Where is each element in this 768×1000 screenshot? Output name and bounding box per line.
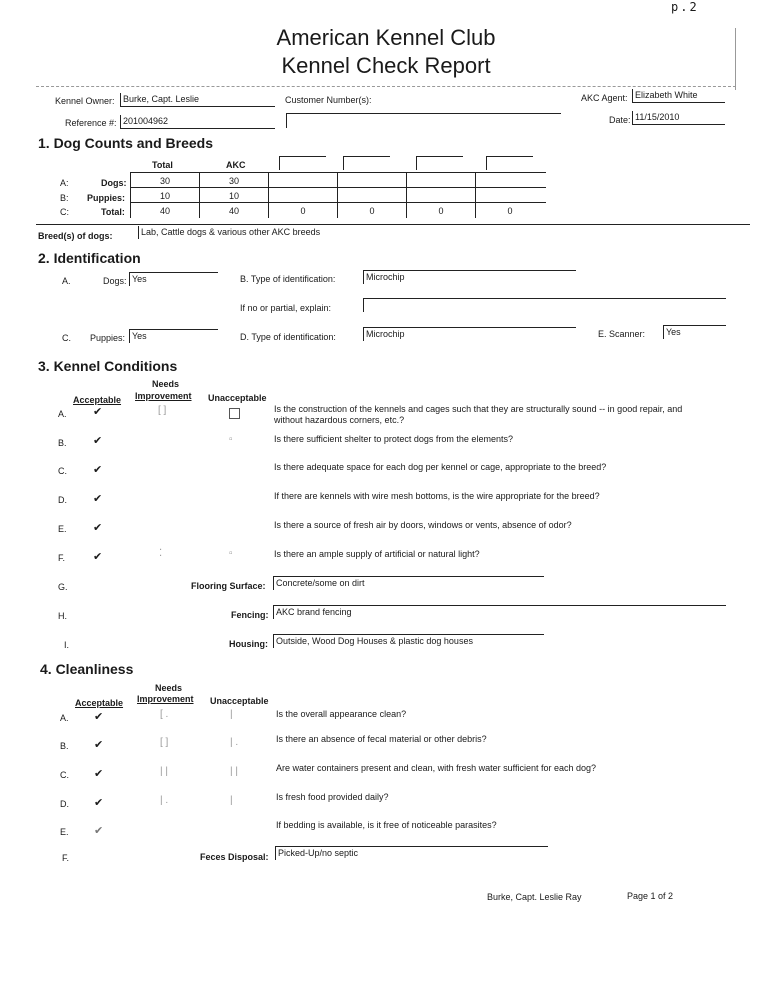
s3-h-letter: H. (58, 611, 67, 621)
id-a-letter: A. (62, 276, 71, 286)
s3-col-improvement: Improvement (135, 391, 192, 401)
flooring-field[interactable]: Concrete/some on dirt (273, 576, 544, 590)
section-1-title: 1. Dog Counts and Breeds (38, 135, 214, 151)
s4-row-letter: E. (60, 827, 69, 837)
unacceptable-box[interactable] (229, 408, 240, 419)
s3-question-cont: without hazardous corners, etc.? (274, 415, 405, 425)
s4-col-improvement: Improvement (137, 694, 194, 704)
acceptable-check[interactable]: ✔ (93, 551, 103, 563)
needs-improvement-box[interactable]: | | (160, 766, 168, 777)
s3-question: Is there a source of fresh air by doors, windows or vents, absence of odor? (274, 520, 572, 530)
kennel-owner-label: Kennel Owner: (55, 96, 115, 106)
id-b-type-field[interactable]: Microchip (363, 270, 576, 284)
row-a-letter: A: (60, 178, 69, 188)
kennel-owner-field[interactable]: Burke, Capt. Leslie (120, 93, 275, 107)
s3-row-letter: E. (58, 524, 67, 534)
unacceptable-box[interactable]: ▫ (229, 434, 233, 445)
akc-agent-label: AKC Agent: (581, 93, 628, 103)
unacceptable-box[interactable]: | (230, 795, 233, 806)
needs-improvement-box[interactable]: [ ] (158, 405, 167, 416)
acceptable-check[interactable]: ✔ (94, 797, 104, 809)
acceptable-check[interactable]: ✔ (93, 464, 103, 476)
s4-question: Is the overall appearance clean? (276, 709, 407, 719)
needs-improvement-box[interactable]: | . (160, 795, 169, 806)
s3-col-acceptable: Acceptable (73, 395, 122, 405)
s4-col-needs: Needs (155, 683, 183, 693)
section-3-title: 3. Kennel Conditions (38, 358, 178, 374)
s4-col-acceptable: Acceptable (75, 698, 124, 708)
breeds-rule (36, 224, 750, 225)
id-puppies-field[interactable]: Yes (129, 329, 218, 343)
row-c-col6[interactable]: 0 (507, 206, 513, 216)
id-scanner-label: E. Scanner: (598, 329, 646, 339)
col-total-header: Total (152, 160, 173, 170)
s4-row-letter: A. (60, 713, 69, 723)
s3-question: Is there an ample supply of artificial or natural light? (274, 549, 480, 559)
acceptable-check[interactable]: ✔ (94, 768, 104, 780)
needs-improvement-box[interactable]: ⁚ (159, 548, 163, 559)
title-line-1: American Kennel Club (276, 25, 496, 50)
row-c-col3[interactable]: 0 (300, 206, 306, 216)
unacceptable-box[interactable]: | (230, 709, 233, 720)
s3-row-letter: A. (58, 409, 67, 419)
s3-g-letter: G. (58, 582, 68, 592)
acceptable-check[interactable]: ✔ (93, 522, 103, 534)
feces-disposal-label: Feces Disposal: (200, 852, 269, 862)
s3-row-letter: D. (58, 495, 67, 505)
row-c-label: Total: (101, 207, 125, 217)
page-mark: p.2 (671, 0, 699, 14)
title-line-2: Kennel Check Report (281, 53, 491, 78)
s3-i-letter: I. (64, 640, 70, 650)
customer-numbers-field[interactable] (286, 113, 561, 128)
s4-row-letter: D. (60, 799, 69, 809)
row-c-col5[interactable]: 0 (438, 206, 444, 216)
s4-question: Are water containers present and clean, with fresh water sufficient for each dog? (276, 763, 597, 773)
row-b-akc[interactable]: 10 (228, 191, 239, 201)
fencing-label: Fencing: (231, 610, 269, 620)
acceptable-check[interactable]: ✔ (93, 435, 103, 447)
acceptable-check[interactable]: ✔ (94, 825, 104, 837)
id-explain-field[interactable] (363, 298, 726, 312)
akc-agent-field[interactable]: Elizabeth White (632, 89, 725, 103)
id-explain-label: If no or partial, explain: (240, 303, 332, 313)
id-puppies-label: Puppies: (90, 333, 126, 343)
row-a-label: Dogs: (101, 178, 127, 188)
row-c-col4[interactable]: 0 (369, 206, 375, 216)
reference-field[interactable]: 201004962 (120, 115, 275, 129)
s3-question: If there are kennels with wire mesh bottoms, is the wire appropriate for the breed? (274, 491, 600, 501)
s3-row-letter: F. (58, 553, 66, 563)
id-scanner-field[interactable]: Yes (663, 325, 726, 339)
extra-col-header-1[interactable] (279, 156, 326, 170)
s4-f-letter: F. (62, 853, 70, 863)
needs-improvement-box[interactable]: [ ] (160, 737, 169, 748)
id-c-letter: C. (62, 333, 71, 343)
breeds-field[interactable]: Lab, Cattle dogs & various other AKC breeds (138, 226, 541, 239)
s4-row-letter: B. (60, 741, 69, 751)
unacceptable-box[interactable]: | | (230, 766, 238, 777)
acceptable-check[interactable]: ✔ (93, 406, 103, 418)
id-d-type-field[interactable]: Microchip (363, 327, 576, 341)
id-d-type-label: D. Type of identification: (240, 332, 336, 342)
s3-question: Is there sufficient shelter to protect dogs from the elements? (274, 434, 513, 444)
s4-row-letter: C. (60, 770, 69, 780)
row-b-letter: B: (60, 193, 69, 203)
date-label: Date: (609, 115, 631, 125)
s4-col-unacceptable: Unacceptable (210, 696, 269, 706)
section-4-title: 4. Cleanliness (40, 661, 134, 677)
unacceptable-box[interactable]: | . (230, 737, 239, 748)
flooring-label: Flooring Surface: (191, 581, 266, 591)
acceptable-check[interactable]: ✔ (94, 739, 104, 751)
row-b-label: Puppies: (87, 193, 126, 203)
customer-numbers-label: Customer Number(s): (285, 95, 372, 105)
row-b-total[interactable]: 10 (159, 191, 170, 201)
s4-question: Is fresh food provided daily? (276, 792, 389, 802)
row-c-letter: C: (60, 207, 69, 217)
reference-label: Reference #: (65, 118, 117, 128)
section-2-title: 2. Identification (38, 250, 141, 266)
s4-question: If bedding is available, is it free of noticeable parasites? (276, 820, 497, 830)
fencing-field[interactable]: AKC brand fencing (273, 605, 726, 619)
acceptable-check[interactable]: ✔ (94, 711, 104, 723)
s3-question: Is the construction of the kennels and cages such that they are structurally sound -- in good repair, and (274, 404, 683, 414)
id-b-type-label: B. Type of identification: (240, 274, 336, 284)
housing-label: Housing: (229, 639, 268, 649)
s4-question: Is there an absence of fecal material or other debris? (276, 734, 487, 744)
row-c-total[interactable]: 40 (159, 206, 170, 216)
extra-col-header-3[interactable] (416, 156, 463, 170)
breeds-label: Breed(s) of dogs: (38, 231, 113, 241)
right-margin-line (735, 28, 736, 90)
footer-owner-name: Burke, Capt. Leslie Ray (487, 892, 582, 902)
row-a-total[interactable]: 30 (159, 176, 170, 186)
extra-col-header-4[interactable] (486, 156, 533, 170)
row-c-akc[interactable]: 40 (228, 206, 239, 216)
feces-disposal-field[interactable]: Picked-Up/no septic (275, 846, 548, 860)
title-rule (36, 86, 736, 87)
date-field[interactable]: 11/15/2010 (632, 111, 725, 125)
s3-col-unacceptable: Unacceptable (208, 393, 267, 403)
id-dogs-label: Dogs: (103, 276, 127, 286)
s3-row-letter: B. (58, 438, 67, 448)
extra-col-header-2[interactable] (343, 156, 390, 170)
footer-page-number: Page 1 of 2 (627, 891, 674, 901)
col-akc-header: AKC (226, 160, 246, 170)
s3-col-needs: Needs (152, 379, 180, 389)
row-a-akc[interactable]: 30 (228, 176, 239, 186)
acceptable-check[interactable]: ✔ (93, 493, 103, 505)
s3-row-letter: C. (58, 466, 67, 476)
id-dogs-field[interactable]: Yes (129, 272, 218, 286)
unacceptable-box[interactable]: ▫ (229, 548, 233, 559)
housing-field[interactable]: Outside, Wood Dog Houses & plastic dog houses (273, 634, 544, 648)
needs-improvement-box[interactable]: [ . (160, 709, 169, 720)
s3-question: Is there adequate space for each dog per kennel or cage, appropriate to the breed? (274, 462, 607, 472)
